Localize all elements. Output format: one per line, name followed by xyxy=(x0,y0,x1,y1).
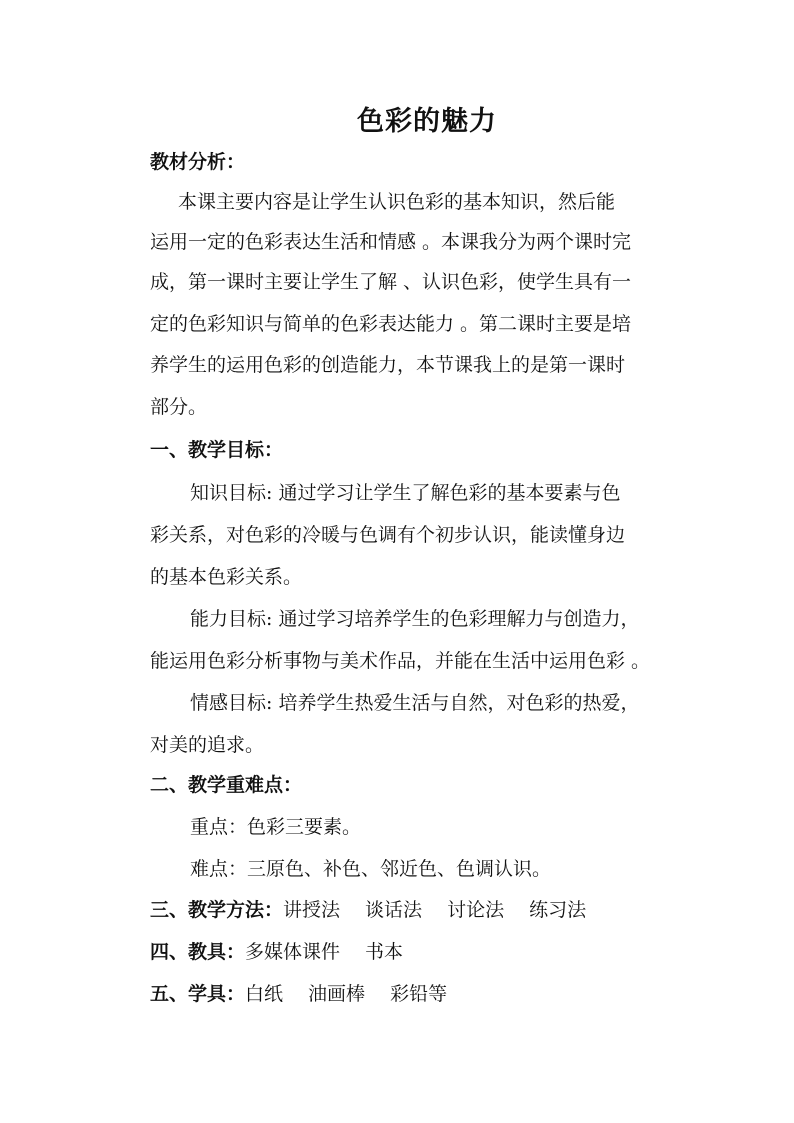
analysis-line-5: 养学生的运用色彩的创造能力，本节课我上的是第一课时 xyxy=(150,354,626,376)
knowledge-goal-line-2: 彩关系，对色彩的冷暖与色调有个初步认识，能读懂身边 xyxy=(150,524,626,546)
student-tools-text: 白纸 油画棒 彩铅等 xyxy=(245,983,448,1005)
student-tools-row xyxy=(150,982,447,1006)
methods-text: 讲授法 谈话法 讨论法 练习法 xyxy=(283,899,587,921)
analysis-heading: 教材分析： xyxy=(150,151,246,173)
keypoint-difficulty: 难点：三原色、补色、邻近色、色调认识。 xyxy=(190,858,552,880)
analysis-line-3: 成，第一课时主要让学生了解 、认识色彩，使学生具有一 xyxy=(150,271,632,293)
student-tools-heading: 五、学具： xyxy=(150,983,246,1005)
knowledge-goal-line-3: 的基本色彩关系。 xyxy=(150,566,303,588)
emotion-goal-line-1: 情感目标: 培养学生热爱生活与自然，对色彩的热爱， xyxy=(190,692,640,714)
knowledge-goal-line-1: 知识目标: 通过学习让学生了解色彩的基本要素与色 xyxy=(190,482,621,504)
ability-goal-line-1: 能力目标: 通过学习培养学生的色彩理解力与创造力， xyxy=(190,608,640,630)
methods-row xyxy=(150,898,586,922)
analysis-line-6: 部分。 xyxy=(150,396,208,418)
analysis-line-1: 本课主要内容是让学生认识色彩的基本知识，然后能 xyxy=(178,191,616,213)
keypoints-heading: 二、教学重难点： xyxy=(150,774,303,796)
tools-row xyxy=(150,940,403,964)
emotion-goal-line-2: 对美的追求。 xyxy=(150,734,265,756)
ability-goal-line-2: 能运用色彩分析事物与美术作品，并能在生活中运用色彩 。 xyxy=(150,650,651,672)
keypoint-focus: 重点：色彩三要素。 xyxy=(190,816,362,838)
tools-heading: 四、教具： xyxy=(150,941,246,963)
tools-text: 多媒体课件 书本 xyxy=(245,941,404,963)
goals-heading: 一、教学目标： xyxy=(150,439,284,461)
analysis-line-4: 定的色彩知识与简单的色彩表达能力 。第二课时主要是培 xyxy=(150,313,632,335)
analysis-line-2: 运用一定的色彩表达生活和情感 。本课我分为两个课时完 xyxy=(150,231,632,253)
page-title: 色彩的魅力 xyxy=(357,106,497,137)
methods-heading: 三、教学方法： xyxy=(150,899,284,921)
